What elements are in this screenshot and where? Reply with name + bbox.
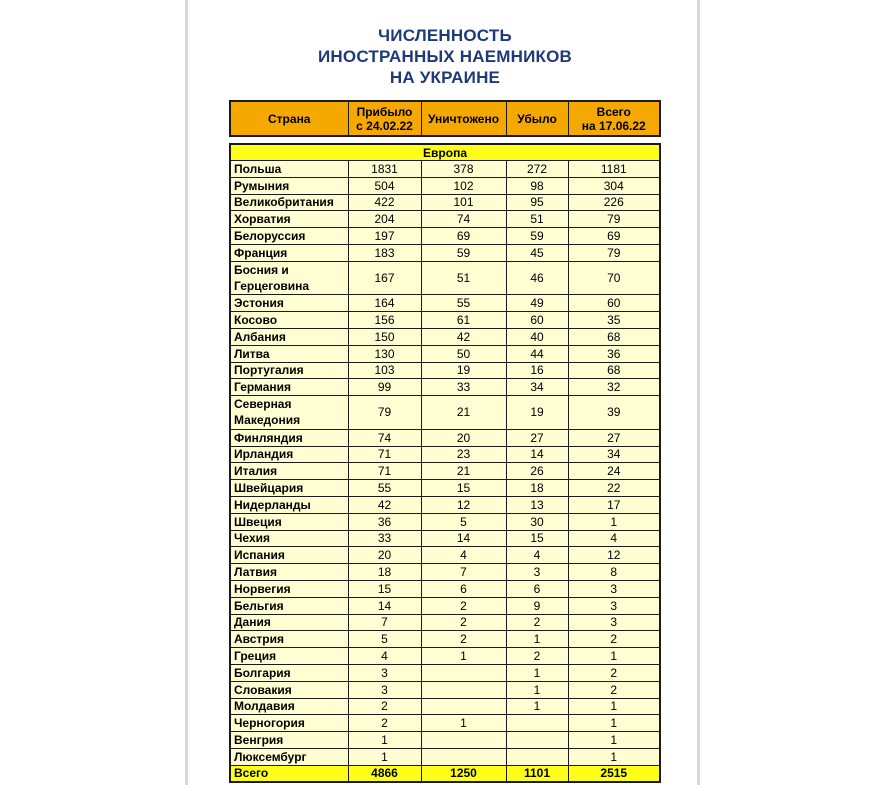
total-cell: 34 xyxy=(568,446,660,463)
total-cell: 1 xyxy=(568,732,660,749)
departed-cell xyxy=(506,748,568,765)
header-destroyed: Уничтожено xyxy=(421,101,506,136)
country-cell: Финляндия xyxy=(230,429,348,446)
title-line-2: ИНОСТРАННЫХ НАЕМНИКОВ xyxy=(318,47,572,66)
header-total-line-1: Всего xyxy=(596,104,631,119)
destroyed-cell: 14 xyxy=(421,530,506,547)
total-cell: 3 xyxy=(568,597,660,614)
country-cell: Норвегия xyxy=(230,580,348,597)
header-arrived xyxy=(348,101,421,136)
destroyed-cell: 21 xyxy=(421,463,506,480)
departed-cell: 2 xyxy=(506,614,568,631)
arrived-cell: 1 xyxy=(348,748,421,765)
country-cell: Польша xyxy=(230,161,348,178)
table-row xyxy=(230,547,660,564)
arrived-cell: 14 xyxy=(348,597,421,614)
destroyed-cell: 102 xyxy=(421,177,506,194)
arrived-cell: 15 xyxy=(348,580,421,597)
departed-cell: 16 xyxy=(506,362,568,379)
departed-cell: 98 xyxy=(506,177,568,194)
table-row xyxy=(230,480,660,497)
arrived-cell: 79 xyxy=(348,396,421,430)
arrived-cell: 1 xyxy=(348,732,421,749)
header-total xyxy=(568,101,660,136)
departed-cell: 46 xyxy=(506,261,568,295)
total-row xyxy=(230,765,660,782)
title-line-1: ЧИСЛЕННОСТЬ xyxy=(378,26,512,45)
table-row xyxy=(230,328,660,345)
country-cell: Испания xyxy=(230,547,348,564)
total-cell: 304 xyxy=(568,177,660,194)
departed-cell: 3 xyxy=(506,564,568,581)
total-cell: 1181 xyxy=(568,161,660,178)
departed-cell: 59 xyxy=(506,228,568,245)
departed-cell: 95 xyxy=(506,194,568,211)
destroyed-cell: 33 xyxy=(421,379,506,396)
country-cell: Косово xyxy=(230,312,348,329)
header-arrived-line-1: Прибыло xyxy=(356,104,413,119)
table-row xyxy=(230,631,660,648)
country-cell: Хорватия xyxy=(230,211,348,228)
table-row xyxy=(230,295,660,312)
destroyed-cell: 378 xyxy=(421,161,506,178)
total-cell: 68 xyxy=(568,328,660,345)
total-departed: 1101 xyxy=(506,765,568,782)
destroyed-cell: 7 xyxy=(421,564,506,581)
table-row xyxy=(230,648,660,665)
table-row xyxy=(230,161,660,178)
destroyed-cell: 20 xyxy=(421,429,506,446)
country-cell: Северная Македония xyxy=(230,396,348,430)
table-row xyxy=(230,312,660,329)
total-cell: 1 xyxy=(568,513,660,530)
destroyed-cell xyxy=(421,664,506,681)
destroyed-cell xyxy=(421,732,506,749)
total-cell: 79 xyxy=(568,244,660,261)
departed-cell: 6 xyxy=(506,580,568,597)
destroyed-cell: 5 xyxy=(421,513,506,530)
destroyed-cell: 1 xyxy=(421,715,506,732)
total-destroyed: 1250 xyxy=(421,765,506,782)
table-row xyxy=(230,564,660,581)
total-cell: 1 xyxy=(568,715,660,732)
arrived-cell: 2 xyxy=(348,698,421,715)
country-cell: Латвия xyxy=(230,564,348,581)
table-row xyxy=(230,228,660,245)
total-label: Всего xyxy=(230,765,348,782)
total-cell: 3 xyxy=(568,580,660,597)
arrived-cell: 42 xyxy=(348,496,421,513)
page-edge-left xyxy=(185,0,188,785)
country-cell: Албания xyxy=(230,328,348,345)
arrived-cell: 74 xyxy=(348,429,421,446)
arrived-cell: 7 xyxy=(348,614,421,631)
departed-cell: 26 xyxy=(506,463,568,480)
country-cell: Греция xyxy=(230,648,348,665)
country-cell: Молдавия xyxy=(230,698,348,715)
header-table xyxy=(229,100,661,137)
table-row xyxy=(230,194,660,211)
region-label: Европа xyxy=(230,144,660,161)
table-row xyxy=(230,664,660,681)
total-cell: 8 xyxy=(568,564,660,581)
total-cell: 32 xyxy=(568,379,660,396)
arrived-cell: 71 xyxy=(348,446,421,463)
country-cell: Ирландия xyxy=(230,446,348,463)
arrived-cell: 18 xyxy=(348,564,421,581)
destroyed-cell: 74 xyxy=(421,211,506,228)
destroyed-cell: 2 xyxy=(421,614,506,631)
departed-cell: 2 xyxy=(506,648,568,665)
table-row xyxy=(230,597,660,614)
arrived-cell: 504 xyxy=(348,177,421,194)
table-row xyxy=(230,513,660,530)
total-cell: 12 xyxy=(568,547,660,564)
destroyed-cell xyxy=(421,698,506,715)
arrived-cell: 150 xyxy=(348,328,421,345)
table-row xyxy=(230,715,660,732)
arrived-cell: 156 xyxy=(348,312,421,329)
destroyed-cell: 21 xyxy=(421,396,506,430)
total-cell: 2 xyxy=(568,664,660,681)
table-row xyxy=(230,530,660,547)
country-cell: Эстония xyxy=(230,295,348,312)
departed-cell: 272 xyxy=(506,161,568,178)
page-title xyxy=(230,25,660,88)
country-cell: Португалия xyxy=(230,362,348,379)
departed-cell: 13 xyxy=(506,496,568,513)
arrived-cell: 36 xyxy=(348,513,421,530)
total-cell: 60 xyxy=(568,295,660,312)
total-cell: 27 xyxy=(568,429,660,446)
arrived-cell: 167 xyxy=(348,261,421,295)
country-cell: Германия xyxy=(230,379,348,396)
arrived-cell: 2 xyxy=(348,715,421,732)
total-cell: 39 xyxy=(568,396,660,430)
country-cell: Словакия xyxy=(230,681,348,698)
table-row xyxy=(230,362,660,379)
destroyed-cell xyxy=(421,748,506,765)
header-row xyxy=(230,101,660,136)
total-cell: 2 xyxy=(568,681,660,698)
header-arrived-line-2: с 24.02.22 xyxy=(356,118,413,133)
departed-cell: 27 xyxy=(506,429,568,446)
departed-cell: 34 xyxy=(506,379,568,396)
arrived-cell: 130 xyxy=(348,345,421,362)
country-cell: Швейцария xyxy=(230,480,348,497)
table-row xyxy=(230,345,660,362)
table-row xyxy=(230,396,660,430)
total-cell: 36 xyxy=(568,345,660,362)
total-cell: 79 xyxy=(568,211,660,228)
departed-cell: 18 xyxy=(506,480,568,497)
departed-cell: 4 xyxy=(506,547,568,564)
arrived-cell: 422 xyxy=(348,194,421,211)
country-cell: Дания xyxy=(230,614,348,631)
table-row xyxy=(230,614,660,631)
total-cell: 1 xyxy=(568,648,660,665)
country-cell: Великобритания xyxy=(230,194,348,211)
arrived-cell: 5 xyxy=(348,631,421,648)
departed-cell: 51 xyxy=(506,211,568,228)
destroyed-cell: 4 xyxy=(421,547,506,564)
departed-cell xyxy=(506,732,568,749)
total-cell: 4 xyxy=(568,530,660,547)
total-cell: 22 xyxy=(568,480,660,497)
destroyed-cell xyxy=(421,681,506,698)
departed-cell: 1 xyxy=(506,631,568,648)
destroyed-cell: 55 xyxy=(421,295,506,312)
country-cell: Швеция xyxy=(230,513,348,530)
arrived-cell: 55 xyxy=(348,480,421,497)
table-row xyxy=(230,463,660,480)
destroyed-cell: 6 xyxy=(421,580,506,597)
total-cell: 3 xyxy=(568,614,660,631)
destroyed-cell: 2 xyxy=(421,597,506,614)
total-cell: 24 xyxy=(568,463,660,480)
total-cell: 68 xyxy=(568,362,660,379)
table-row xyxy=(230,748,660,765)
arrived-cell: 71 xyxy=(348,463,421,480)
arrived-cell: 103 xyxy=(348,362,421,379)
title-line-3: НА УКРАИНЕ xyxy=(389,68,501,87)
country-cell: Литва xyxy=(230,345,348,362)
region-row xyxy=(230,144,660,161)
arrived-cell: 33 xyxy=(348,530,421,547)
country-cell: Чехия xyxy=(230,530,348,547)
destroyed-cell: 59 xyxy=(421,244,506,261)
country-cell: Босния и Герцеговина xyxy=(230,261,348,295)
arrived-cell: 164 xyxy=(348,295,421,312)
country-cell: Нидерланды xyxy=(230,496,348,513)
total-arrived: 4866 xyxy=(348,765,421,782)
header-country: Страна xyxy=(230,101,348,136)
destroyed-cell: 50 xyxy=(421,345,506,362)
departed-cell: 1 xyxy=(506,681,568,698)
departed-cell: 1 xyxy=(506,698,568,715)
departed-cell: 60 xyxy=(506,312,568,329)
table-row xyxy=(230,429,660,446)
departed-cell: 44 xyxy=(506,345,568,362)
country-cell: Венгрия xyxy=(230,732,348,749)
country-cell: Белоруссия xyxy=(230,228,348,245)
total-cell: 1 xyxy=(568,748,660,765)
total-cell: 69 xyxy=(568,228,660,245)
total-cell: 1 xyxy=(568,698,660,715)
departed-cell: 1 xyxy=(506,664,568,681)
departed-cell: 40 xyxy=(506,328,568,345)
total-cell: 70 xyxy=(568,261,660,295)
destroyed-cell: 69 xyxy=(421,228,506,245)
table-row xyxy=(230,496,660,513)
mercenaries-table xyxy=(229,143,661,783)
table-row xyxy=(230,732,660,749)
total-cell: 35 xyxy=(568,312,660,329)
arrived-cell: 197 xyxy=(348,228,421,245)
destroyed-cell: 61 xyxy=(421,312,506,329)
table-body xyxy=(230,144,660,782)
total-total: 2515 xyxy=(568,765,660,782)
table-row xyxy=(230,177,660,194)
destroyed-cell: 15 xyxy=(421,480,506,497)
country-cell: Австрия xyxy=(230,631,348,648)
departed-cell: 19 xyxy=(506,396,568,430)
table-row xyxy=(230,580,660,597)
table-row xyxy=(230,698,660,715)
destroyed-cell: 101 xyxy=(421,194,506,211)
arrived-cell: 3 xyxy=(348,681,421,698)
arrived-cell: 204 xyxy=(348,211,421,228)
header-total-line-2: на 17.06.22 xyxy=(581,118,646,133)
country-cell: Болгария xyxy=(230,664,348,681)
destroyed-cell: 1 xyxy=(421,648,506,665)
departed-cell: 49 xyxy=(506,295,568,312)
departed-cell xyxy=(506,715,568,732)
table-row xyxy=(230,244,660,261)
departed-cell: 45 xyxy=(506,244,568,261)
destroyed-cell: 19 xyxy=(421,362,506,379)
arrived-cell: 99 xyxy=(348,379,421,396)
destroyed-cell: 23 xyxy=(421,446,506,463)
header-departed: Убыло xyxy=(506,101,568,136)
departed-cell: 15 xyxy=(506,530,568,547)
arrived-cell: 183 xyxy=(348,244,421,261)
table-row xyxy=(230,379,660,396)
departed-cell: 9 xyxy=(506,597,568,614)
country-cell: Люксембург xyxy=(230,748,348,765)
country-cell: Румыния xyxy=(230,177,348,194)
country-cell: Италия xyxy=(230,463,348,480)
arrived-cell: 1831 xyxy=(348,161,421,178)
arrived-cell: 3 xyxy=(348,664,421,681)
table-row xyxy=(230,261,660,295)
departed-cell: 30 xyxy=(506,513,568,530)
arrived-cell: 4 xyxy=(348,648,421,665)
country-cell: Франция xyxy=(230,244,348,261)
country-cell: Бельгия xyxy=(230,597,348,614)
table-row xyxy=(230,211,660,228)
arrived-cell: 20 xyxy=(348,547,421,564)
departed-cell: 14 xyxy=(506,446,568,463)
destroyed-cell: 2 xyxy=(421,631,506,648)
page-edge-right xyxy=(697,0,700,785)
table-row xyxy=(230,446,660,463)
table-row xyxy=(230,681,660,698)
country-cell: Черногория xyxy=(230,715,348,732)
destroyed-cell: 51 xyxy=(421,261,506,295)
total-cell: 2 xyxy=(568,631,660,648)
total-cell: 17 xyxy=(568,496,660,513)
destroyed-cell: 42 xyxy=(421,328,506,345)
destroyed-cell: 12 xyxy=(421,496,506,513)
total-cell: 226 xyxy=(568,194,660,211)
